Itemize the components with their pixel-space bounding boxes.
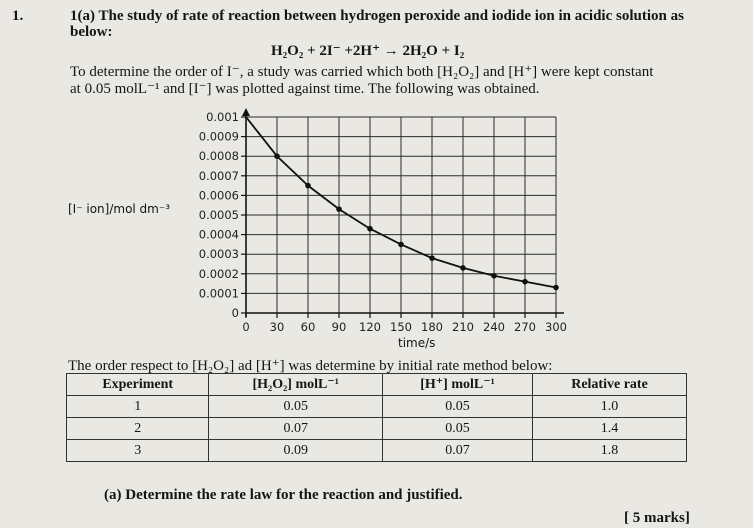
chart-x-tick-label: 60: [300, 320, 316, 334]
chart-data-point: [491, 273, 497, 279]
table-cell: 2: [67, 418, 209, 440]
chart-x-tick-label: 120: [359, 320, 381, 334]
chart-y-tick-label: 0.0005: [198, 208, 239, 222]
chart-y-tick-label: 0.0009: [198, 129, 239, 144]
chart-data-point: [274, 153, 280, 159]
chart-data-point: [398, 242, 404, 248]
chart-y-tick-label: 0.0003: [198, 247, 239, 262]
chart-y-axis-arrow: [242, 108, 250, 116]
table-cell: 0.07: [383, 440, 533, 462]
chart-x-tick-label: 30: [269, 320, 285, 334]
marks-label: [ 5 marks]: [624, 510, 690, 526]
table-row: [67, 440, 687, 462]
reaction-equation: H₂O₂ + 2I⁻ +2H⁺ → 2H₂O + I₂: [271, 43, 465, 59]
table-cell: 0.05: [209, 396, 383, 418]
table-header-h2o2: [H₂O₂] molL⁻¹: [209, 374, 383, 396]
table-cell: 1.4: [533, 418, 687, 440]
table-header-row: [67, 374, 687, 396]
table-cell: 3: [67, 440, 209, 462]
table-intro-text: The order respect to [H₂O₂] ad [H⁺] was determine by initial rate method below:: [68, 358, 553, 374]
table-cell: 1: [67, 396, 209, 418]
chart-y-tick-label: 0.001: [206, 110, 239, 124]
table-cell: 0.07: [209, 418, 383, 440]
chart-x-tick-label: 180: [421, 320, 443, 334]
table-cell: 0.05: [383, 396, 533, 418]
chart-data-point: [522, 279, 528, 285]
chart-data-point: [305, 183, 311, 189]
table-cell: 1.8: [533, 440, 687, 462]
chart-data-point: [553, 285, 559, 291]
table-header-h-plus: [H⁺] molL⁻¹: [383, 374, 533, 396]
chart-x-tick-label: 90: [331, 320, 347, 334]
chart-y-tick-label: 0: [231, 306, 239, 320]
table-row: [67, 396, 687, 418]
chart-x-axis-label: time/s: [398, 336, 436, 350]
chart-x-tick-label: 0: [242, 320, 250, 334]
chart-y-tick-label: 0.0001: [198, 286, 239, 301]
chart-data-point: [429, 255, 435, 261]
question-part-a: (a) Determine the rate law for the reaction and justified.: [104, 487, 463, 503]
chart-y-tick-label: 0.0004: [198, 227, 239, 242]
question-heading-continued: below:: [70, 24, 113, 40]
chart-y-tick-label: 0.0006: [198, 188, 239, 203]
chart-y-tick-label: 0.0007: [198, 168, 239, 183]
table-cell: 0.09: [209, 440, 383, 462]
chart-x-tick-label: 150: [390, 320, 412, 334]
chart-y-axis-label: [I⁻ ion]/mol dm⁻³: [68, 202, 171, 216]
table-row: [67, 418, 687, 440]
chart-x-tick-label: 270: [514, 320, 536, 334]
intro-text-line2: at 0.05 molL⁻¹ and [I⁻] was plotted against time. The following was obtained.: [70, 81, 540, 97]
chart-y-tick-label: 0.0008: [198, 149, 239, 164]
table-cell: 0.05: [383, 418, 533, 440]
chart-y-tick-label: 0.0002: [198, 266, 239, 281]
table-cell: 1.0: [533, 396, 687, 418]
chart-data-point: [367, 226, 373, 232]
table-header-relative-rate: Relative rate: [533, 374, 687, 396]
chart-data-point: [336, 206, 342, 212]
chart-x-tick-label: 240: [483, 320, 505, 334]
question-number: 1.: [12, 8, 24, 24]
chart-data-point: [460, 265, 466, 271]
intro-text-line1: To determine the order of I⁻, a study was carried which both [H₂O₂] and [H⁺] were kept constant: [70, 64, 654, 80]
table-header-experiment: Experiment: [67, 374, 209, 396]
initial-rate-table: [66, 373, 687, 462]
question-heading: 1(a) The study of rate of reaction between hydrogen peroxide and iodide ion in acidic solution as: [70, 8, 684, 24]
chart-x-tick-label: 210: [452, 320, 474, 334]
chart-x-tick-label: 300: [545, 320, 567, 334]
